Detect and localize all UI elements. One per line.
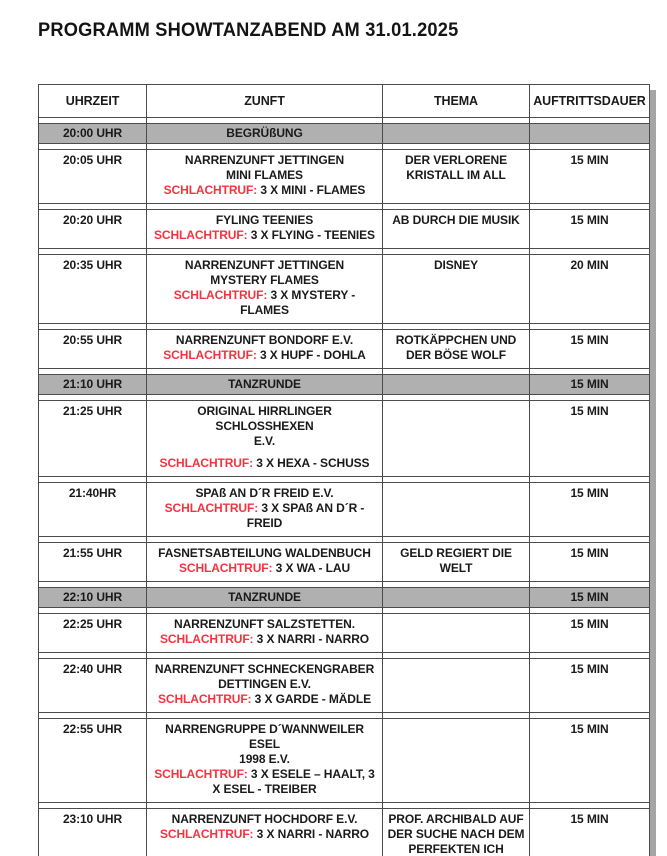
table-header bbox=[39, 85, 650, 118]
time-cell: 22:55 UHR bbox=[39, 719, 147, 803]
schlachtruf-line bbox=[151, 348, 378, 363]
time-cell: 22:40 UHR bbox=[39, 659, 147, 713]
zunft-name-line: NARRENZUNFT BONDORF E.V. bbox=[175, 333, 354, 347]
schlachtruf-line bbox=[151, 183, 378, 198]
zunft-name-line: NARRENGRUPPE D´WANNWEILER ESEL bbox=[165, 722, 364, 751]
dauer-cell: 15 MIN bbox=[530, 588, 650, 608]
zunft-name-line: NARRENZUNFT HOCHDORF E.V. bbox=[171, 812, 358, 826]
act-row bbox=[39, 330, 650, 369]
time-cell: 20:35 UHR bbox=[39, 255, 147, 324]
schlachtruf-label: SCHLACHTRUF: bbox=[160, 827, 254, 841]
band-row bbox=[39, 124, 650, 144]
column-header-thema: THEMA bbox=[383, 85, 530, 118]
time-cell: 21:40HR bbox=[39, 483, 147, 537]
band-row bbox=[39, 588, 650, 608]
time-cell: 21:25 UHR bbox=[39, 401, 147, 477]
dauer-cell: 15 MIN bbox=[530, 809, 650, 856]
thema-cell bbox=[383, 124, 530, 144]
time-cell: 22:10 UHR bbox=[39, 588, 147, 608]
time-cell: 23:10 UHR bbox=[39, 809, 147, 856]
band-row bbox=[39, 375, 650, 395]
zunft-cell bbox=[147, 401, 383, 477]
dauer-cell: 20 MIN bbox=[530, 255, 650, 324]
schlachtruf-text: 3 X HEXA - SCHUSS bbox=[253, 456, 370, 470]
schlachtruf-text: 3 X WA - LAU bbox=[272, 561, 351, 575]
thema-cell: GELD REGIERT DIE WELT bbox=[383, 543, 530, 582]
schlachtruf-text: 3 X HUPF - DOHLA bbox=[256, 348, 366, 362]
act-row bbox=[39, 809, 650, 856]
dauer-cell: 15 MIN bbox=[530, 210, 650, 249]
thema-cell bbox=[383, 375, 530, 395]
column-header-uhrzeit: UHRZEIT bbox=[39, 85, 147, 118]
column-header-auftrittsdauer: AUFTRITTSDAUER bbox=[530, 85, 650, 118]
act-row bbox=[39, 255, 650, 324]
zunft-cell bbox=[147, 719, 383, 803]
schlachtruf-text: 3 X ESELE – HAALT, 3 X ESEL - TREIBER bbox=[212, 767, 375, 796]
zunft-cell bbox=[147, 255, 383, 324]
schlachtruf-text: 3 X MYSTERY - FLAMES bbox=[240, 288, 356, 317]
dauer-cell: 15 MIN bbox=[530, 375, 650, 395]
zunft-name-line: E.V. bbox=[253, 434, 276, 448]
time-cell: 20:55 UHR bbox=[39, 330, 147, 369]
band-label-cell: TANZRUNDE bbox=[147, 375, 383, 395]
zunft-cell bbox=[147, 659, 383, 713]
zunft-name-line: MYSTERY FLAMES bbox=[210, 273, 319, 287]
zunft-name-line: NARRENZUNFT JETTINGEN bbox=[184, 258, 345, 272]
time-cell: 20:05 UHR bbox=[39, 150, 147, 204]
schlachtruf-line bbox=[151, 767, 378, 797]
act-row bbox=[39, 483, 650, 537]
zunft-cell bbox=[147, 483, 383, 537]
zunft-name-line: NARRENZUNFT SCHNECKENGRABER bbox=[154, 662, 375, 676]
time-cell: 20:20 UHR bbox=[39, 210, 147, 249]
act-row bbox=[39, 210, 650, 249]
schlachtruf-text: 3 X SPAß AN D´R - FREID bbox=[246, 501, 365, 530]
dauer-cell: 15 MIN bbox=[530, 659, 650, 713]
schlachtruf-label: SCHLACHTRUF: bbox=[154, 228, 248, 242]
act-row bbox=[39, 150, 650, 204]
band-label-cell: BEGRÜßUNG bbox=[147, 124, 383, 144]
schlachtruf-line bbox=[151, 501, 378, 531]
schlachtruf-line bbox=[151, 827, 378, 842]
schlachtruf-line bbox=[151, 288, 378, 318]
time-cell: 20:00 UHR bbox=[39, 124, 147, 144]
schlachtruf-label: SCHLACHTRUF: bbox=[164, 501, 259, 515]
zunft-cell bbox=[147, 210, 383, 249]
schlachtruf-text: 3 X FLYING - TEENIES bbox=[247, 228, 375, 242]
schlachtruf-line bbox=[151, 692, 378, 707]
schlachtruf-label: SCHLACHTRUF: bbox=[163, 183, 258, 197]
thema-cell bbox=[383, 401, 530, 477]
schlachtruf-text: 3 X GARDE - MÄDLE bbox=[251, 692, 371, 706]
schlachtruf-line bbox=[151, 561, 378, 576]
schlachtruf-text: 3 X NARRI - NARRO bbox=[253, 632, 369, 646]
zunft-cell bbox=[147, 809, 383, 856]
zunft-name-line: 1998 E.V. bbox=[239, 752, 290, 766]
thema-cell: DER VERLORENE KRISTALL IM ALL bbox=[383, 150, 530, 204]
act-row bbox=[39, 543, 650, 582]
schlachtruf-label: SCHLACHTRUF: bbox=[178, 561, 273, 575]
dauer-cell: 15 MIN bbox=[530, 719, 650, 803]
schlachtruf-label: SCHLACHTRUF: bbox=[158, 692, 252, 706]
act-row bbox=[39, 614, 650, 653]
zunft-cell bbox=[147, 543, 383, 582]
schlachtruf-label: SCHLACHTRUF: bbox=[163, 348, 257, 362]
schlachtruf-line bbox=[151, 228, 378, 243]
band-label-cell: TANZRUNDE bbox=[147, 588, 383, 608]
thema-cell bbox=[383, 719, 530, 803]
program-table bbox=[38, 84, 650, 856]
zunft-name-line: SPAß AN D´R FREID E.V. bbox=[195, 486, 334, 500]
thema-cell: PROF. ARCHIBALD AUF DER SUCHE NACH DEM PERFEKTEN ICH bbox=[383, 809, 530, 856]
column-header-zunft: ZUNFT bbox=[147, 85, 383, 118]
dauer-cell: 15 MIN bbox=[530, 483, 650, 537]
table-body bbox=[39, 118, 650, 856]
act-row bbox=[39, 659, 650, 713]
thema-cell: ROTKÄPPCHEN UND DER BÖSE WOLF bbox=[383, 330, 530, 369]
schlachtruf-label: SCHLACHTRUF: bbox=[160, 632, 254, 646]
zunft-name-line: FYLING TEENIES bbox=[215, 213, 314, 227]
thema-cell: DISNEY bbox=[383, 255, 530, 324]
thema-cell bbox=[383, 614, 530, 653]
schlachtruf-label: SCHLACHTRUF: bbox=[154, 767, 248, 781]
zunft-cell bbox=[147, 150, 383, 204]
schlachtruf-text: 3 X NARRI - NARRO bbox=[253, 827, 369, 841]
thema-cell: AB DURCH DIE MUSIK bbox=[383, 210, 530, 249]
schlachtruf-line bbox=[151, 456, 378, 471]
time-cell: 21:55 UHR bbox=[39, 543, 147, 582]
zunft-name-line: NARRENZUNFT SALZSTETTEN. bbox=[174, 617, 355, 631]
schlachtruf-label: SCHLACHTRUF: bbox=[173, 288, 268, 302]
dauer-cell: 15 MIN bbox=[530, 543, 650, 582]
dauer-cell bbox=[530, 124, 650, 144]
dauer-cell: 15 MIN bbox=[530, 150, 650, 204]
header-row bbox=[39, 85, 650, 118]
page-title: PROGRAMM SHOWTANZABEND AM 31.01.2025 bbox=[38, 20, 459, 41]
time-cell: 21:10 UHR bbox=[39, 375, 147, 395]
dauer-cell: 15 MIN bbox=[530, 614, 650, 653]
dauer-cell: 15 MIN bbox=[530, 330, 650, 369]
act-row bbox=[39, 401, 650, 477]
thema-cell bbox=[383, 588, 530, 608]
schlachtruf-label: SCHLACHTRUF: bbox=[159, 456, 253, 470]
zunft-name-line: FASNETSABTEILUNG WALDENBUCH bbox=[158, 546, 371, 560]
zunft-name-line: ORIGINAL HIRRLINGER SCHLOSSHEXEN bbox=[197, 404, 332, 433]
time-cell: 22:25 UHR bbox=[39, 614, 147, 653]
thema-cell bbox=[383, 483, 530, 537]
zunft-cell bbox=[147, 614, 383, 653]
dauer-cell: 15 MIN bbox=[530, 401, 650, 477]
thema-cell bbox=[383, 659, 530, 713]
act-row bbox=[39, 719, 650, 803]
schlachtruf-text: 3 X MINI - FLAMES bbox=[257, 183, 366, 197]
zunft-name-line: DETTINGEN E.V. bbox=[218, 677, 311, 691]
zunft-name-line: MINI FLAMES bbox=[226, 168, 303, 182]
zunft-name-line: NARRENZUNFT JETTINGEN bbox=[184, 153, 345, 167]
zunft-cell bbox=[147, 330, 383, 369]
schlachtruf-line bbox=[151, 632, 378, 647]
